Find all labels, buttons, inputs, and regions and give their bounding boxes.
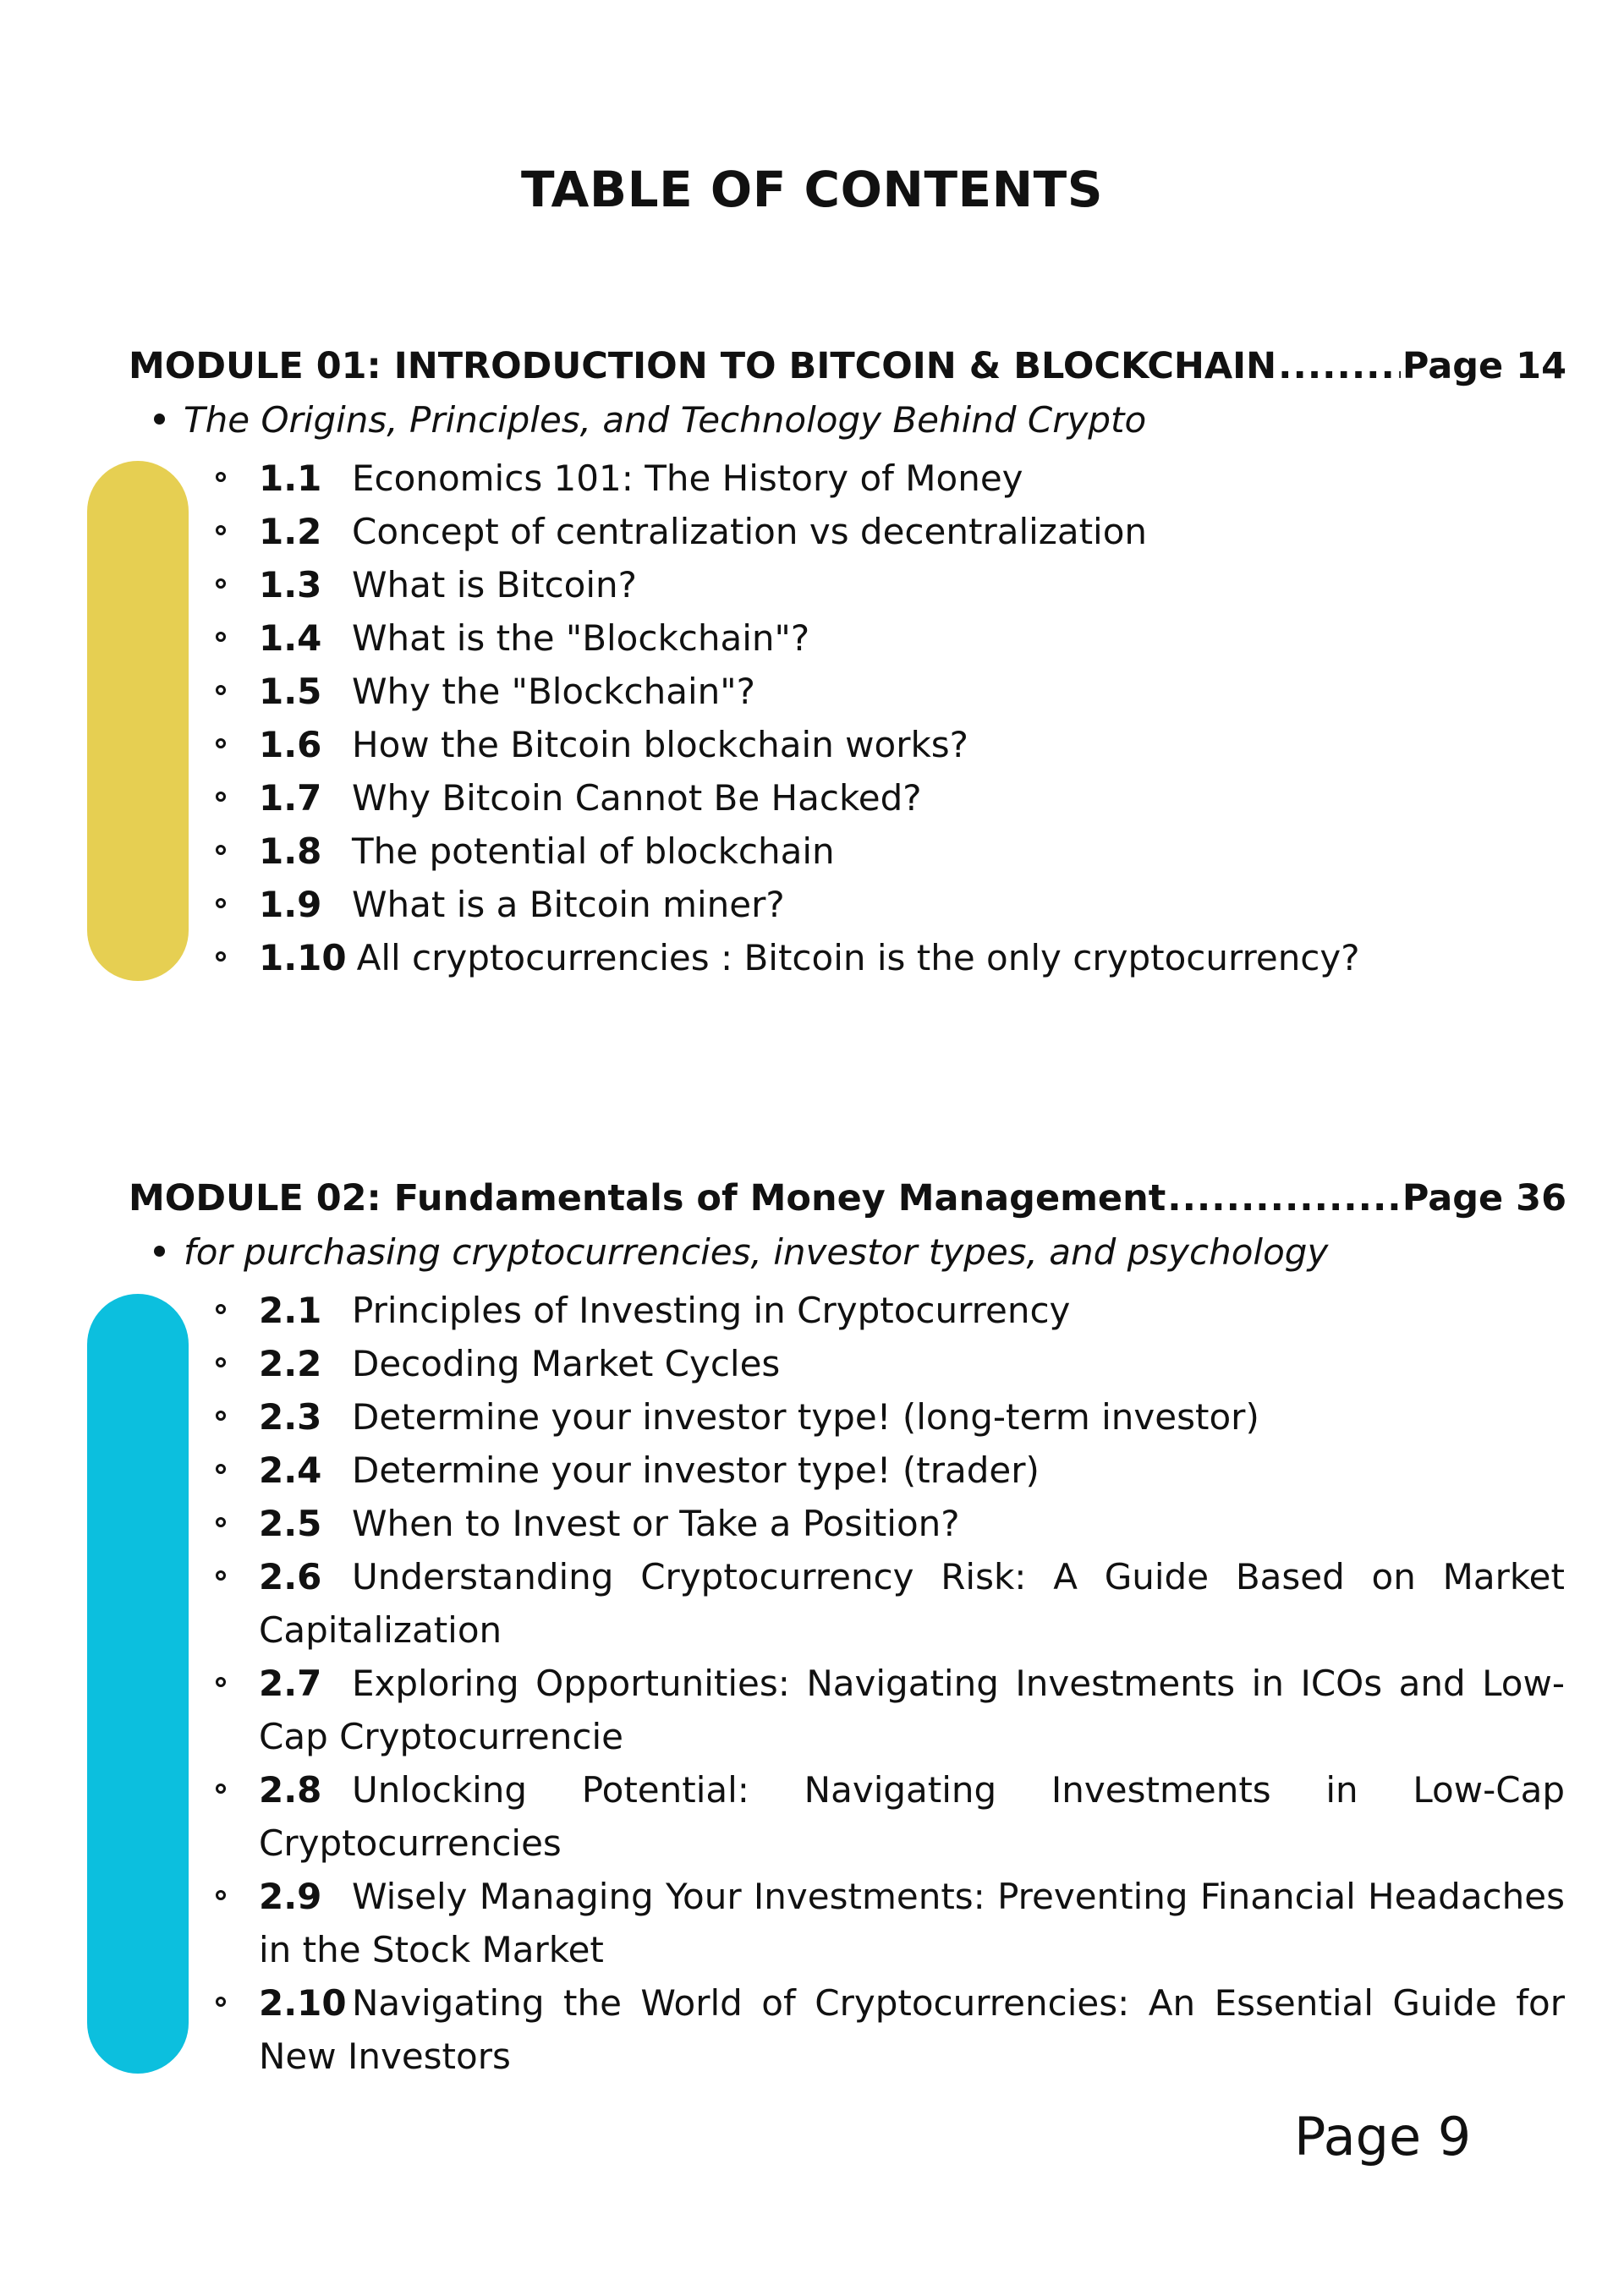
circle-bullet-icon bbox=[216, 578, 226, 589]
circle-bullet-icon bbox=[216, 792, 226, 802]
module-01-item-list bbox=[211, 452, 1565, 984]
circle-bullet-icon bbox=[216, 632, 226, 642]
toc-item-1-5[interactable] bbox=[211, 665, 1565, 718]
toc-item-1-8[interactable] bbox=[211, 825, 1565, 878]
toc-item-2-1[interactable] bbox=[211, 1284, 1565, 1337]
toc-item-1-1[interactable] bbox=[211, 452, 1565, 505]
bullet-icon bbox=[154, 414, 165, 425]
module-02-subtitle-text: for purchasing cryptocurrencies, investor types, and psychology bbox=[184, 1231, 1329, 1273]
toc-item-2-7[interactable] bbox=[211, 1657, 1565, 1763]
toc-item-2-6[interactable] bbox=[211, 1550, 1565, 1657]
module-01-title: MODULE 01: INTRODUCTION TO BITCOIN & BLOCKCHAIN bbox=[129, 345, 1277, 387]
item-number: 2.2 bbox=[259, 1343, 322, 1384]
item-number: 2.5 bbox=[259, 1503, 322, 1544]
circle-bullet-icon bbox=[216, 1784, 226, 1794]
module-02-page-ref: Page 36 bbox=[1402, 1177, 1566, 1219]
item-number: 2.1 bbox=[259, 1290, 322, 1331]
circle-bullet-icon bbox=[216, 1304, 226, 1314]
item-number: 1.4 bbox=[259, 617, 322, 659]
item-number: 2.7 bbox=[259, 1663, 322, 1704]
module-01-subtitle bbox=[154, 399, 1146, 441]
circle-bullet-icon bbox=[216, 1570, 226, 1581]
module-02-heading[interactable] bbox=[129, 1177, 1566, 1219]
circle-bullet-icon bbox=[216, 685, 226, 695]
circle-bullet-icon bbox=[216, 1677, 226, 1687]
item-number: 2.3 bbox=[259, 1396, 322, 1438]
item-number: 2.4 bbox=[259, 1449, 322, 1491]
item-title: Exploring Opportunities: Navigating Investments in ICOs and Low-Cap Cryptocurrencie bbox=[259, 1663, 1565, 1757]
item-title: Navigating the World of Cryptocurrencies: An Essential Guide for New Investors bbox=[259, 1982, 1565, 2077]
toc-item-1-3[interactable] bbox=[211, 558, 1565, 611]
item-title: How the Bitcoin blockchain works? bbox=[352, 724, 968, 765]
item-number: 1.3 bbox=[259, 564, 322, 606]
item-title: When to Invest or Take a Position? bbox=[352, 1503, 960, 1544]
circle-bullet-icon bbox=[216, 738, 226, 748]
item-number: 2.8 bbox=[259, 1769, 322, 1811]
item-title: All cryptocurrencies : Bitcoin is the only cryptocurrency? bbox=[356, 937, 1360, 978]
item-title: Determine your investor type! (trader) bbox=[352, 1449, 1040, 1491]
toc-item-2-5[interactable] bbox=[211, 1497, 1565, 1550]
module-02-title: MODULE 02: Fundamentals of Money Management bbox=[129, 1177, 1166, 1219]
item-title: Wisely Managing Your Investments: Preventing Financial Headaches in the Stock Market bbox=[259, 1876, 1565, 1970]
circle-bullet-icon bbox=[216, 525, 226, 535]
item-number: 1.8 bbox=[259, 830, 322, 872]
circle-bullet-icon bbox=[216, 1890, 226, 1900]
item-title: Determine your investor type! (long-term investor) bbox=[352, 1396, 1259, 1438]
toc-item-2-8[interactable] bbox=[211, 1763, 1565, 1870]
circle-bullet-icon bbox=[216, 1517, 226, 1527]
toc-item-2-3[interactable] bbox=[211, 1390, 1565, 1444]
item-number: 1.2 bbox=[259, 511, 322, 552]
circle-bullet-icon bbox=[216, 951, 226, 962]
toc-item-1-2[interactable] bbox=[211, 505, 1565, 558]
item-title: What is the "Blockchain"? bbox=[352, 617, 810, 659]
item-number: 1.5 bbox=[259, 671, 322, 712]
circle-bullet-icon bbox=[216, 1997, 226, 2007]
toc-item-1-10[interactable] bbox=[211, 931, 1565, 984]
item-number: 2.6 bbox=[259, 1556, 322, 1597]
toc-item-2-4[interactable] bbox=[211, 1444, 1565, 1497]
circle-bullet-icon bbox=[216, 1411, 226, 1421]
page-title: TABLE OF CONTENTS bbox=[520, 161, 1104, 218]
page-number: Page 9 bbox=[1294, 2106, 1472, 2167]
toc-item-2-10[interactable] bbox=[211, 1976, 1565, 2083]
toc-item-1-6[interactable] bbox=[211, 718, 1565, 771]
item-title: What is Bitcoin? bbox=[352, 564, 637, 606]
item-title: Economics 101: The History of Money bbox=[352, 458, 1023, 499]
module-02-subtitle bbox=[154, 1231, 1328, 1273]
item-number: 2.9 bbox=[259, 1876, 322, 1917]
module-01-accent-bar bbox=[87, 461, 189, 981]
item-number: 1.10 bbox=[259, 937, 347, 978]
module-01-subtitle-text: The Origins, Principles, and Technology Behind Crypto bbox=[184, 399, 1147, 441]
item-title: Understanding Cryptocurrency Risk: A Guide Based on Market Capitalization bbox=[259, 1556, 1565, 1651]
toc-item-1-9[interactable] bbox=[211, 878, 1565, 931]
item-number: 1.7 bbox=[259, 777, 322, 819]
module-02-accent-bar bbox=[87, 1294, 189, 2074]
toc-item-1-7[interactable] bbox=[211, 771, 1565, 825]
circle-bullet-icon bbox=[216, 898, 226, 908]
item-number: 2.10 bbox=[259, 1982, 347, 2024]
bullet-icon bbox=[154, 1246, 165, 1257]
toc-item-1-4[interactable] bbox=[211, 611, 1565, 665]
item-title: Why Bitcoin Cannot Be Hacked? bbox=[352, 777, 922, 819]
toc-item-2-9[interactable] bbox=[211, 1870, 1565, 1976]
module-02-item-list bbox=[211, 1284, 1565, 2083]
circle-bullet-icon bbox=[216, 1464, 226, 1474]
item-title: Concept of centralization vs decentralization bbox=[352, 511, 1148, 552]
leader-dots bbox=[1167, 1177, 1401, 1219]
item-title: The potential of blockchain bbox=[352, 830, 835, 872]
circle-bullet-icon bbox=[216, 845, 226, 855]
item-title: Decoding Market Cycles bbox=[352, 1343, 781, 1384]
item-title: Why the "Blockchain"? bbox=[352, 671, 755, 712]
item-title: What is a Bitcoin miner? bbox=[352, 884, 785, 925]
module-01-heading[interactable] bbox=[129, 345, 1566, 387]
item-number: 1.6 bbox=[259, 724, 322, 765]
module-01-page-ref: Page 14 bbox=[1402, 345, 1566, 387]
toc-item-2-2[interactable] bbox=[211, 1337, 1565, 1390]
item-number: 1.1 bbox=[259, 458, 322, 499]
item-number: 1.9 bbox=[259, 884, 322, 925]
item-title: Principles of Investing in Cryptocurrency bbox=[352, 1290, 1071, 1331]
circle-bullet-icon bbox=[216, 1357, 226, 1367]
leader-dots bbox=[1278, 345, 1401, 387]
item-title: Unlocking Potential: Navigating Investments in Low-Cap Cryptocurrencies bbox=[259, 1769, 1565, 1864]
circle-bullet-icon bbox=[216, 472, 226, 482]
